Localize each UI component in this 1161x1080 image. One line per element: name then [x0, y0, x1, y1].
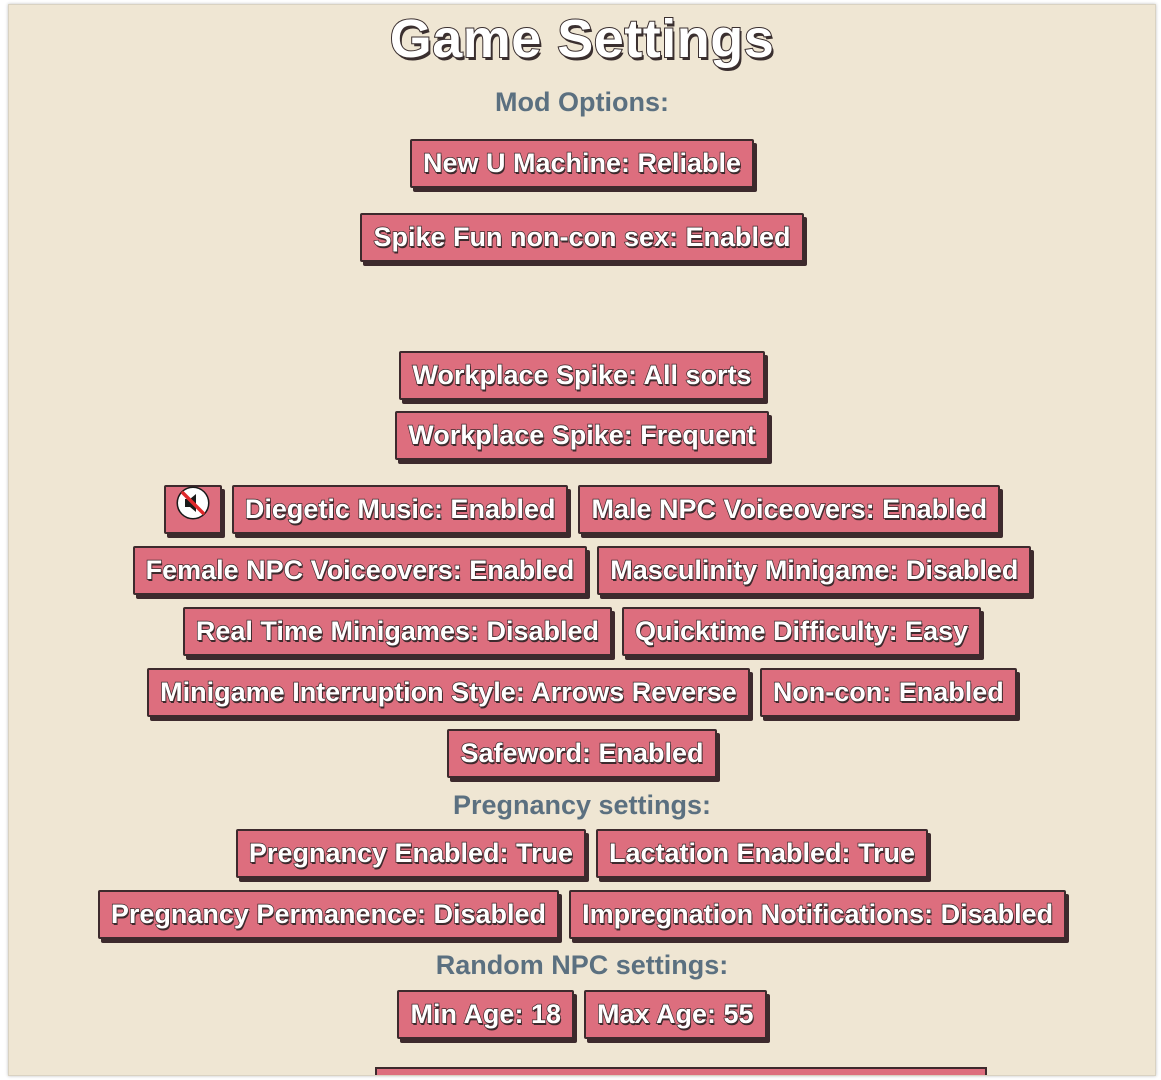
- row-workplace-spike-sorts: [9, 351, 1155, 400]
- settings-panel: [8, 4, 1156, 1076]
- row-permanence-notifications: [9, 890, 1155, 939]
- minigame-interruption-style-button[interactable]: Minigame Interruption Style: Arrows Reverse: [147, 668, 750, 717]
- new-u-machine-button[interactable]: New U Machine: Reliable: [410, 139, 754, 188]
- diegetic-music-button[interactable]: Diegetic Music: Enabled: [232, 485, 569, 534]
- mod-options-heading: Mod Options:: [495, 87, 669, 117]
- pregnancy-permanence-button[interactable]: Pregnancy Permanence: Disabled: [98, 890, 559, 939]
- male-npc-voiceovers-button[interactable]: Male NPC Voiceovers: Enabled: [578, 485, 1000, 534]
- muted-speaker-icon: [175, 485, 211, 535]
- row-audio: [9, 485, 1155, 534]
- row-safeword: [9, 729, 1155, 778]
- row-minigames-quicktime: [9, 607, 1155, 656]
- non-con-button[interactable]: Non-con: Enabled: [760, 668, 1017, 717]
- quicktime-difficulty-button[interactable]: Quicktime Difficulty: Easy: [622, 607, 981, 656]
- female-npc-voiceovers-button[interactable]: Female NPC Voiceovers: Enabled: [133, 546, 588, 595]
- masculinity-minigame-button[interactable]: Masculinity Minigame: Disabled: [597, 546, 1031, 595]
- safeword-button[interactable]: Safeword: Enabled: [447, 729, 716, 778]
- page-title: Game Settings: [389, 9, 775, 69]
- mute-toggle-button[interactable]: [164, 485, 222, 534]
- row-workplace-spike-freq: [9, 411, 1155, 460]
- row-spike-fun: [9, 213, 1155, 262]
- row-ages: [9, 990, 1155, 1039]
- real-time-minigames-button[interactable]: Real Time Minigames: Disabled: [183, 607, 612, 656]
- row-interruption-noncon: [9, 668, 1155, 717]
- workplace-spike-sorts-button[interactable]: Workplace Spike: All sorts: [399, 351, 764, 400]
- max-age-button[interactable]: Max Age: 55: [584, 990, 767, 1039]
- lactation-enabled-button[interactable]: Lactation Enabled: True: [596, 829, 928, 878]
- min-age-button[interactable]: Min Age: 18: [397, 990, 574, 1039]
- impregnation-notifications-button[interactable]: Impregnation Notifications: Disabled: [569, 890, 1066, 939]
- row-pregnancy-lactation: [9, 829, 1155, 878]
- pregnancy-settings-heading: Pregnancy settings:: [452, 790, 712, 820]
- workplace-spike-frequency-button[interactable]: Workplace Spike: Frequent: [395, 411, 769, 460]
- spike-fun-button[interactable]: Spike Fun non-con sex: Enabled: [360, 213, 803, 262]
- row-new-u-machine: [9, 139, 1155, 188]
- random-npc-settings-heading: Random NPC settings:: [435, 950, 729, 980]
- next-button-partial[interactable]: [375, 1067, 987, 1076]
- pregnancy-enabled-button[interactable]: Pregnancy Enabled: True: [236, 829, 586, 878]
- row-female-voice-masculinity: [9, 546, 1155, 595]
